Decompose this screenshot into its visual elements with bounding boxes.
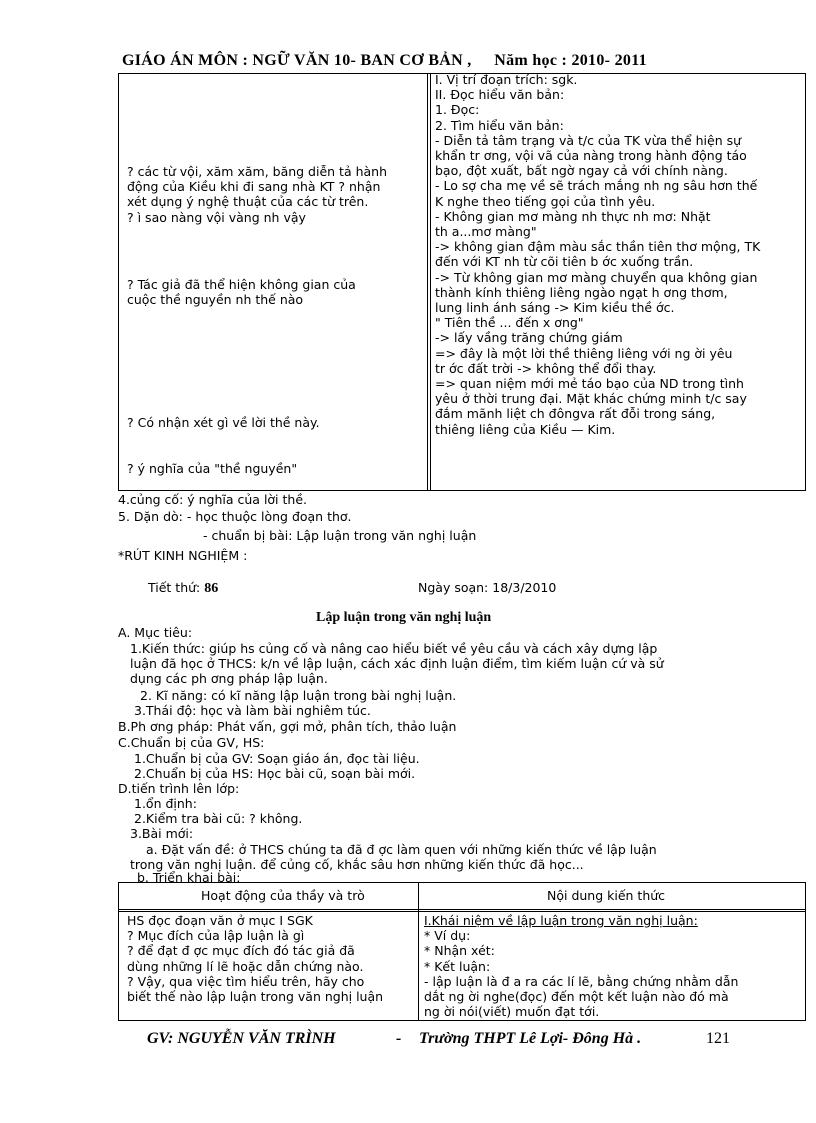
activity-line: ? Vậy, qua việc tìm hiểu trên, hãy cho [127,973,365,989]
table2-left-content [127,913,383,1004]
content-line: - lập luận là đ a ra các lí lẽ, bằng chứng nhằm dẫn [424,973,739,989]
content-line: - Lo sợ cha mẹ về sẽ trách mắng nh ng sâu hơn thế [435,178,758,194]
content-line: - Không gian mơ màng nh thực nh mơ: Nhặt [435,208,711,224]
content-line: lung linh ánh sáng -> Kim kiều thề ớc. [435,300,675,316]
content-line: ng ời nói(viết) muốn đạt tới. [424,1004,600,1020]
question-line: ? ý nghĩa của "thề nguyền" [127,461,298,476]
content-line: bạo, đột xuất, bất ngờ ngay cả với chính nàng. [435,163,728,179]
body-line: C.Chuẩn bị của GV, HS: [118,735,265,750]
header-subject: GIÁO ÁN MÔN : NGỮ VĂN 10- BAN CƠ BẢN , [122,52,472,69]
consolidation-line: 4.củng cố: ý nghĩa của lời thề. [118,492,307,507]
activity-line: ? để đạt đ ợc mục đích đó tác giả đã [127,943,355,959]
content-line: " Tiên thề ... đến x ơng" [435,315,584,331]
table1-left-group-2 [127,277,356,307]
body-line: 1.Chuẩn bị của GV: Soạn giáo án, đọc tài liệu. [134,751,420,766]
content-line: => quan niệm mới mẻ táo bạo của ND trong tình [435,376,744,392]
table-header-rule [119,909,805,910]
content-line: * Nhận xét: [424,943,495,959]
body-line: A. Mục tiêu: [118,625,193,640]
table1-right-content [435,72,760,437]
body-line: b. Triển khai bài: [137,870,241,885]
content-line: tr ớc đất trời -> không thể đổi thay. [435,360,657,376]
content-line: th a...mơ màng" [435,224,537,240]
page-number: 121 [706,1030,730,1047]
body-line: a. Đặt vấn đề: ở THCS chúng ta đã đ ợc làm quen với những kiến thức về lập luận [146,842,657,857]
table-divider [430,74,431,490]
content-line: K nghe theo tiếng gọi của tình yêu. [435,193,656,209]
period-number: 86 [204,581,219,596]
content-line: thiêng liêng của Kiều — Kim. [435,421,616,437]
activity-line: dùng những lí lẽ hoặc dẫn chứng nào. [127,958,364,974]
body-line: 3.Thái độ: học và làm bài nghiêm túc. [134,703,371,718]
content-line: -> lấy vầng trăng chứng giám [435,330,623,346]
content-line: khẩn tr ơng, vội vã của nàng trong hành động táo [435,148,747,164]
footer-teacher: GV: NGUYỄN VĂN TRÌNH [147,1030,336,1047]
content-line: * Ví dụ: [424,928,471,944]
column-header-activity: Hoạt động của thầy và trò [201,888,365,903]
question-line: ? Tác giả đã thể hiện không gian của [127,277,356,292]
content-line: I. Vị trí đoạn trích: sgk. [435,72,578,87]
table1-left-group-4 [127,461,297,476]
homework-prep-line: - chuẩn bị bài: Lập luận trong văn nghị luận [203,528,477,543]
homework-line: 5. Dặn dò: - học thuộc lòng đoạn thơ. [118,509,352,524]
question-line: cuộc thề nguyền nh thế nào [127,292,304,308]
experience-heading: *RÚT KINH NGHIỆM : [118,548,248,563]
body-line: 1.Kiến thức: giúp hs củng cố và nâng cao hiểu biết về yêu cầu và cách xây dựng lập [130,641,658,656]
prepared-date: Ngày soạn: 18/3/2010 [418,580,557,595]
body-line: 2. Kĩ năng: có kĩ năng lập luận trong bài nghị luận. [140,688,457,703]
activity-line: ? Mục đích của lập luận là gì [127,928,305,944]
table1-left-group-3 [127,415,320,430]
question-line: động của Kiều khi đi sang nhà KT ? nhận [127,179,381,195]
activity-line: HS đọc đoạn văn ở mục I SGK [127,913,313,928]
content-line: yêu ở thời trung đại. Mặt khác chứng minh t/c say [435,391,747,407]
table-divider [418,883,419,1020]
content-line: -> không gian đậm màu sắc thần tiên thơ mộng, TK [435,239,761,255]
table1-left-group-1 [127,164,387,225]
question-line: xét dụng ý nghệ thuật của các từ trên. [127,194,369,210]
column-header-content: Nội dung kiến thức [547,888,666,903]
body-line: D.tiến trình lên lớp: [118,781,240,796]
content-line: dắt ng ời nghe(đọc) đến một kết luận nào đó mà [424,989,729,1005]
content-line: II. Đọc hiểu văn bản: [435,87,565,103]
content-line: đến với KT nh từ cõi tiên b ớc xuống trần. [435,254,694,270]
content-line: 2. Tìm hiểu văn bản: [435,117,564,133]
content-line: -> Từ không gian mơ màng chuyển qua không gian [435,269,758,285]
period-label: Tiết thứ: [148,580,205,595]
content-line: => đây là một lời thề thiêng liêng với ng ời yêu [435,345,733,361]
lesson-table-1 [118,73,806,491]
body-line: trong văn nghị luận. để củng cố, khắc sâu hơn những kiến thức đã học... [130,857,584,872]
table-divider [427,74,428,490]
content-line: đắm mãnh liệt ch đôngva rất đỗi trong sáng, [435,406,716,422]
body-line: 3.Bài mới: [130,826,194,841]
table-header-rule [119,911,805,912]
body-line: dụng các ph ơng pháp lập luận. [130,671,328,686]
activity-table [118,882,806,1021]
body-line: B.Ph ơng pháp: Phát vấn, gợi mở, phân tích, thảo luận [118,719,457,734]
body-line: 1.ổn định: [134,796,197,811]
question-line: ? Có nhận xét gì về lời thề này. [127,415,320,430]
content-line: - Diễn tả tâm trạng và t/c của TK vừa thể hiện sự [435,132,742,148]
header-year: Năm học : 2010- 2011 [494,52,647,69]
body-line: 2.Chuẩn bị của HS: Học bài cũ, soạn bài mới. [134,766,416,781]
content-line: 1. Đọc: [435,102,480,118]
question-line: ? các từ vội, xăm xăm, băng diễn tả hành [127,164,388,179]
content-line: thành kính thiêng liêng ngào ngạt h ơng thơm, [435,284,728,300]
activity-line: biết thế nào lập luận trong văn nghị luận [127,989,384,1005]
footer-dash: - [396,1030,402,1047]
footer-school: Trường THPT Lê Lợi- Đông Hà . [419,1030,642,1047]
section-heading: I.Khái niệm về lập luận trong văn nghị luận: [424,913,698,928]
period-line [148,580,218,597]
table2-right-content [424,913,738,1019]
body-line: luận đã học ở THCS: k/n về lập luận, cách xác định luận điểm, tìm kiếm luận cứ và sử [130,656,664,671]
lesson-title: Lập luận trong văn nghị luận [316,610,492,625]
body-line: 2.Kiểm tra bài cũ: ? không. [134,811,303,826]
page-header [122,52,647,70]
content-line: * Kết luận: [424,958,491,974]
question-line: ? ì sao nàng vội vàng nh vậy [127,209,306,225]
